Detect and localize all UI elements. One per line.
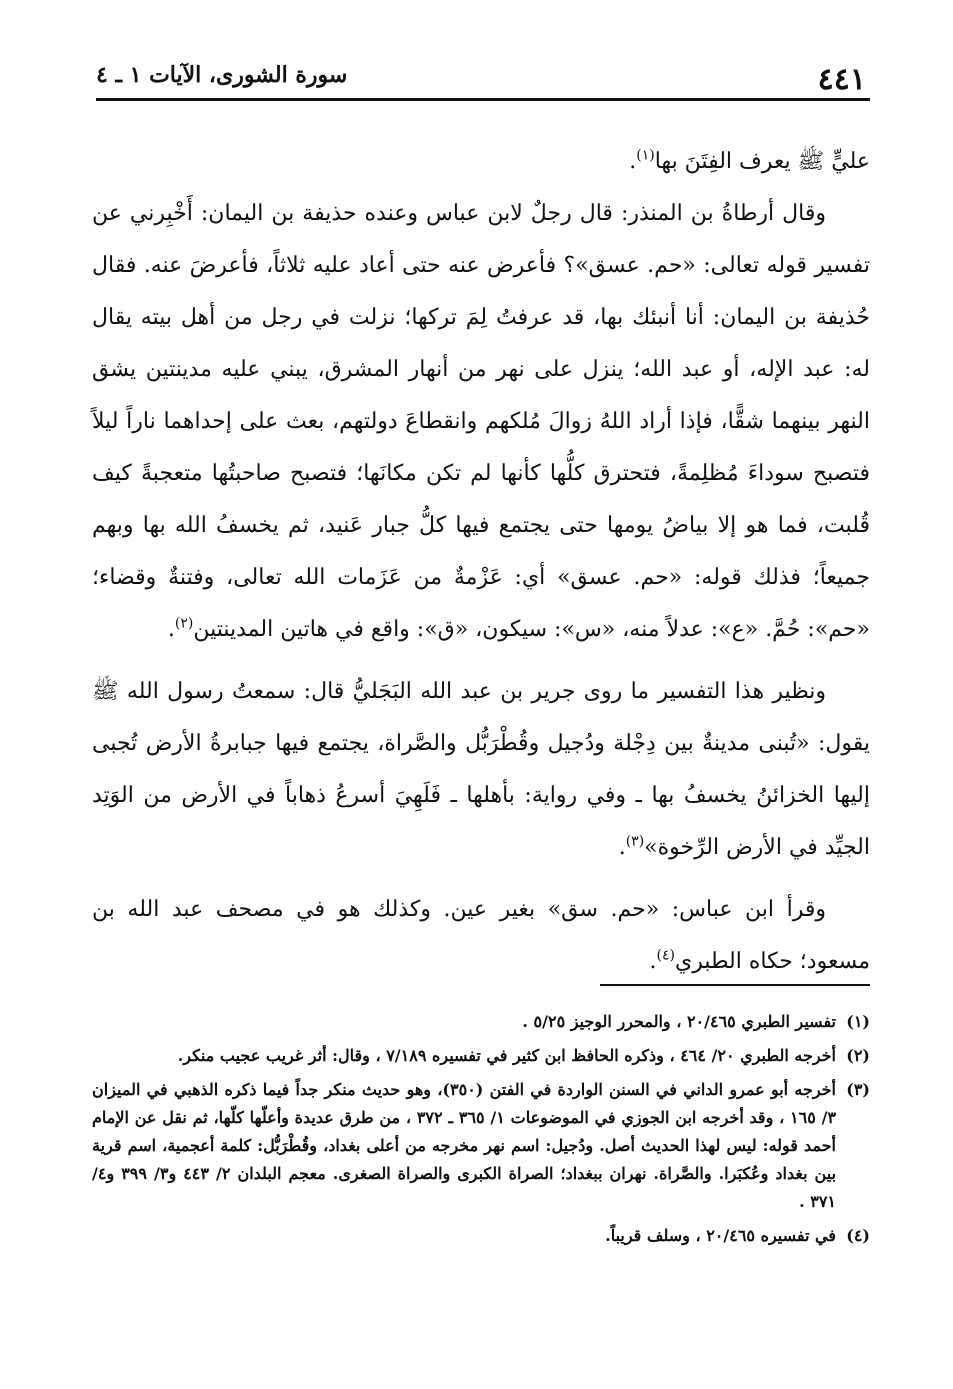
footnote-text: تفسير الطبري ٢٠/٤٦٥ ، والمحرر الوجيز ٥/٢٥ . [522,1012,836,1031]
main-text [92,136,870,988]
paragraph-text: عليٍّ ﷺ يعرف الفِتَنَ بها [654,149,870,174]
paragraph-text: ونظير هذا التفسير ما روى جرير بن عبد الله البَجَليُّ قال: سمعتُ رسول الله ﷺ يقول: «تُبنى مدينةٌ بين دِجْلة ودُجيل وقُطْرَبُّل والصَّراة، يجتمع فيها جبابرةُ الأرض تُجبى إليها الخزائنُ يخسفُ بها ـ وفي رواية: بأهلها ـ فَلَهِيَ أسرعُ ذهاباً في الأرض من الوَتِد الجيِّد في الأرض الرِّخوة» [92,679,870,860]
paragraph-end: . [618,835,626,860]
footnote-separator [600,984,870,986]
paragraph-2 [92,188,870,656]
page-number: ٤٤١ [817,62,866,97]
footnote-4 [92,1222,870,1250]
footnote-3 [92,1076,870,1216]
paragraph-text: وقال أرطاةُ بن المنذر: قال رجلٌ لابن عباس وعنده حذيفة بن اليمان: أَخْبِرني عن تفسير قوله تعالى: «حم. عسق»؟ فأعرض عنه حتى أعاد عليه ثلاثاً، فأعرضَ عنه. فقال حُذيفة بن اليمان: أنا أنبئك بها، قد عرفتُ لِمَ تركها؛ نزلت في رجل من أهل بيته يقال له: عبد الإله، أو عبد الله؛ ينزل على نهر من أنهار المشرق، يبني عليه مدينتين يشق النهر بينهما شقًّا، فإذا أراد اللهُ زوالَ مُلكهم وانقطاعَ دولتهم، بعث على إحداهما ناراً ليلاً فتصبح سوداءَ مُظلِمةً، فتحترق كلُّها كأنها لم تكن مكانَها؛ فتصبح صاحبتُها متعجبةً كيف قُلبت، فما هو إلا بياضُ يومها حتى يجتمع فيها كلُّ جبار عَنيد، ثم يخسفُ الله بها وبهم جميعاً؛ فذلك قوله: «حم. عسق» أي: عَزْمةٌ من عَزَمات الله تعالى، وفتنةٌ وقضاء؛ «حم»: حُمَّ. «ع»: عدلاً منه، «س»: سيكون، «ق»: واقع في هاتين المدينتين [92,201,870,642]
paragraph-end: . [629,149,637,174]
paragraph-text: وقرأ ابن عباس: «حم. سق» بغير عين. وكذلك هو في مصحف عبد الله بن مسعود؛ حكاه الطبري [92,897,870,974]
header-rule [96,98,870,101]
footnotes [92,1008,870,1256]
footnote-text: في تفسيره ٢٠/٤٦٥ ، وسلف قريباً. [605,1226,836,1245]
paragraph-3 [92,666,870,874]
footnote-text: أخرجه الطبري ٢٠/ ٤٦٤ ، وذكره الحافظ ابن كثير في تفسيره ٧/١٨٩ ، وقال: أثر غريب عجيب منكر. [177,1046,836,1065]
footnote-number: (٣) [846,1080,870,1099]
paragraph-end: . [167,617,175,642]
footnote-number: (٢) [846,1046,870,1065]
footnote-number: (١) [846,1012,870,1031]
footnote-text: أخرجه أبو عمرو الداني في السنن الواردة في الفتن (٣٥٠)، وهو حديث منكر جداً فيما ذكره الذهبي في الميزان ٣/ ١٦٥ ، وقد أخرجه ابن الجوزي في الموضوعات ١/ ٣٦٥ ـ ٣٧٢ ، من طرق عديدة وأعلّها كلّها، ثم نقل عن الإمام أحمد قوله: ليس لهذا الحديث أصل. ودُجيل: اسم نهر مخرجه من أعلى بغداد، وقُطْرَبُّل: كلمة أعجمية، اسم قرية بين بغداد وعُكبَرا. والصَّراة. نهران ببغداد؛ الصراة الكبرى والصراة الصغرى. معجم البلدان ٢/ ٤٤٣ و٣/ ٣٩٩ و٤/ ٣٧١ . [92,1080,837,1211]
footnote-reference: (٢) [174,615,194,632]
footnote-reference: (٤) [656,947,675,964]
footnote-reference: (٣) [625,833,645,850]
page-header [96,56,866,96]
paragraph-end: . [649,949,657,974]
paragraph-1 [92,136,870,188]
footnote-reference: (١) [636,147,655,164]
footnote-number: (٤) [846,1226,870,1245]
footnote-1 [92,1008,870,1036]
footnote-2 [92,1042,870,1070]
running-title: سورة الشورى، الآيات ١ ـ ٤ [96,62,348,88]
paragraph-4 [92,884,870,988]
